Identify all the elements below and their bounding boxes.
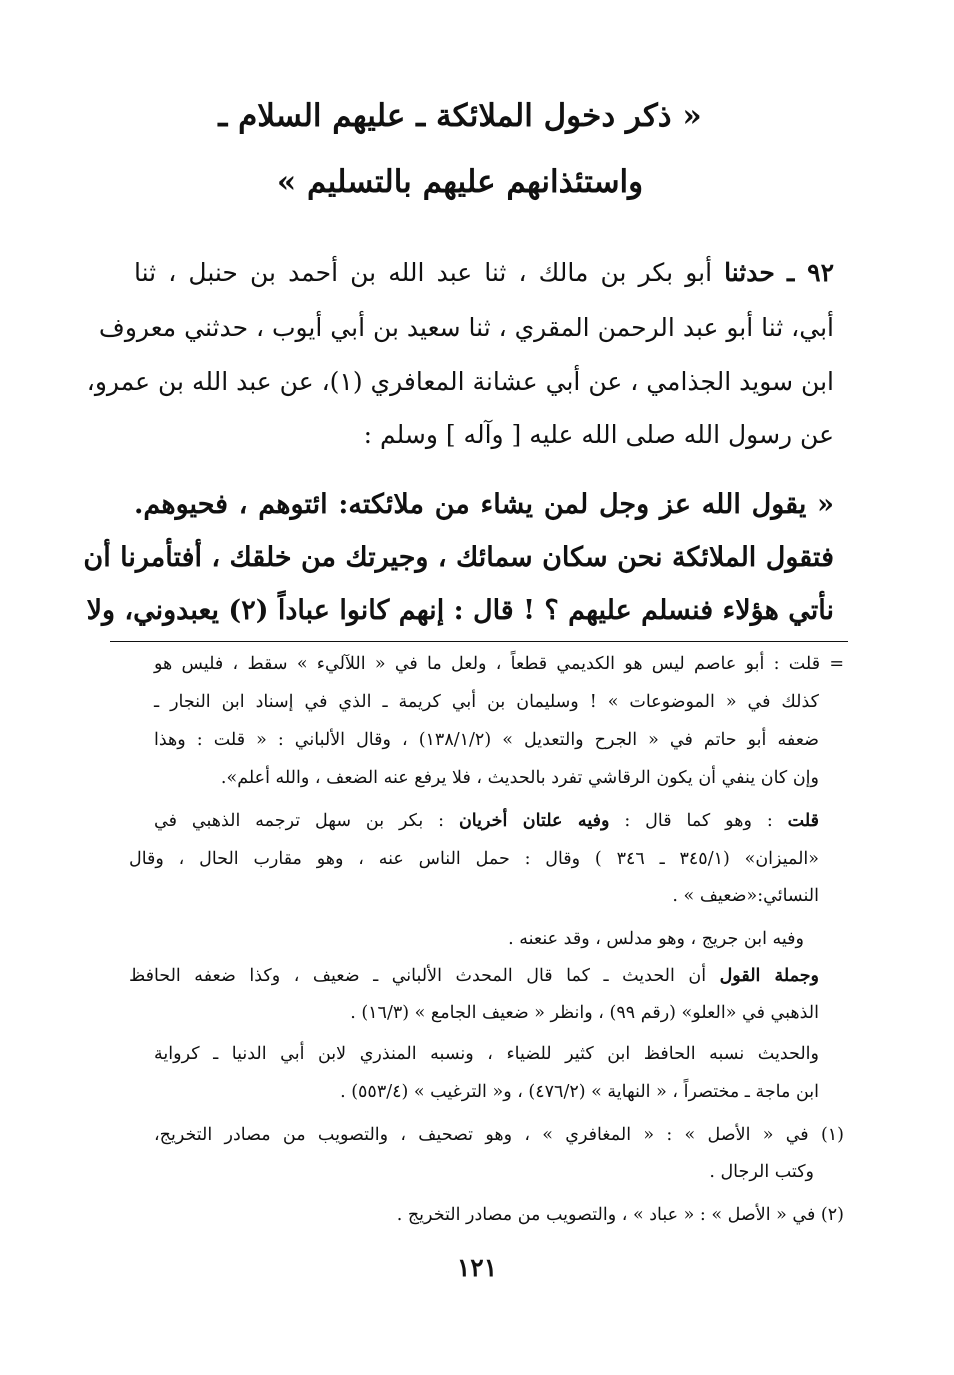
footnote-2: (٢) في « الأصل » : « عباد » ، والتصويب من مصادر التخريج . <box>396 1205 844 1225</box>
note-5-mid: : وهو كما قال : <box>609 811 788 831</box>
note-line-11: والحديث نسبه الحافظ ابن كثير للضياء ، ونسبه المنذري لابن أبي الدنيا ـ كرواية <box>154 1044 819 1064</box>
note-line-4: وإن كان ينفي أن يكون الرقاشي تفرد بالحديث ، فلا يرفع عنه الضعف ، والله أعلم». <box>220 768 819 788</box>
chapter-title-line-2: واستئذانهم عليهم بالتسليم » <box>276 164 644 200</box>
hadith-lead: حدثنا <box>724 258 775 287</box>
note-5-rest: : بكر بن سهل ترجمه الذهبي في <box>154 811 459 831</box>
hadith-line-1 <box>134 258 834 287</box>
note-line-5 <box>154 811 819 831</box>
note-9-rest: أن الحديث ـ كما قال المحدث الألباني ـ ضعيف ، وكذا ضعفه الحافظ <box>129 966 720 986</box>
hadith-quote-line-2: فتقول الملائكة نحن سكان سمائك ، وجيرتك من خلقك ، أفتأمرنا أن <box>83 542 834 573</box>
note-9-bold: وجملة القول <box>719 966 819 986</box>
note-line-6: «الميزان» (٣٤٥/١ ـ ٣٤٦ ) وقال : حمل الناس عنه ، وهو مقارب الحال ، وقال <box>129 849 820 869</box>
note-line-8: وفيه ابن جريج ، وهو مدلس ، وقد عنعنه . <box>508 929 804 949</box>
hadith-quote-line-3: نأتي هؤلاء فنسلم عليهم ؟ ! قال : إنهم كانوا عباداً (٢) يعبدوني، ولا <box>86 595 834 626</box>
note-line-2: كذلك في « الموضوعات » ! وسليمان بن أبي كريمة ـ الذي في إسناد ابن النجار ـ <box>154 692 819 712</box>
hadith-quote-line-1: « يقول الله عز وجل لمن يشاء من ملائكته: ائتوهم ، فحيوهم. <box>134 489 834 520</box>
note-line-7: النسائي:«ضعيف » . <box>672 886 819 906</box>
footnote-1-line-2: وكتب الرجال . <box>709 1162 814 1182</box>
chapter-title-line-1: « ذكر دخول الملائكة ـ عليهم السلام ـ <box>218 98 702 134</box>
hadith-line-1-text: أبو بكر بن مالك ، ثنا عبد الله بن أحمد بن حنبل ، ثنا <box>134 258 713 287</box>
note-line-10: الذهبي في «العلو» (رقم ٩٩) ، وانظر « ضعيف الجامع » (١٦/٣) . <box>350 1003 819 1023</box>
page-number: ١٢١ <box>456 1253 498 1282</box>
hadith-line-3: ابن سويد الجذامي ، عن أبي عشانة المعافري (١)، عن عبد الله بن عمرو، <box>86 367 834 396</box>
hadith-line-4: عن رسول الله صلى الله عليه [ وآله ] وسلم : <box>363 420 834 449</box>
footnote-divider <box>110 641 848 642</box>
note-line-1: = قلت : أبو عاصم ليس هو الكديمي قطعاً ، ولعل ما في « اللآليء » سقط ، فليس هو <box>154 654 844 674</box>
note-5-bold-1: قلت <box>787 811 819 831</box>
hadith-number: ٩٢ ـ <box>786 258 834 287</box>
footnote-1-line-1: (١) في « الأصل » : « المغافري » ، وهو تصحيف ، والتصويب من مصادر التخريج، <box>154 1125 844 1145</box>
note-line-12: ابن ماجة ـ مختصراً ، « النهاية » (٤٧٦/٢) ، و« الترغيب » (٥٥٣/٤) . <box>340 1082 819 1102</box>
note-line-9 <box>129 966 819 986</box>
hadith-line-2: أبي، ثنا أبو عبد الرحمن المقري ، ثنا سعيد بن أبي أيوب ، حدثني معروف <box>98 313 834 342</box>
note-5-bold-2: وفيه علتان أخريان <box>458 811 610 831</box>
note-line-3: ضعفه أبو حاتم في « الجرح والتعديل » (١٣٨/١/٢) ، وقال الألباني : « قلت : وهذا <box>154 730 819 750</box>
